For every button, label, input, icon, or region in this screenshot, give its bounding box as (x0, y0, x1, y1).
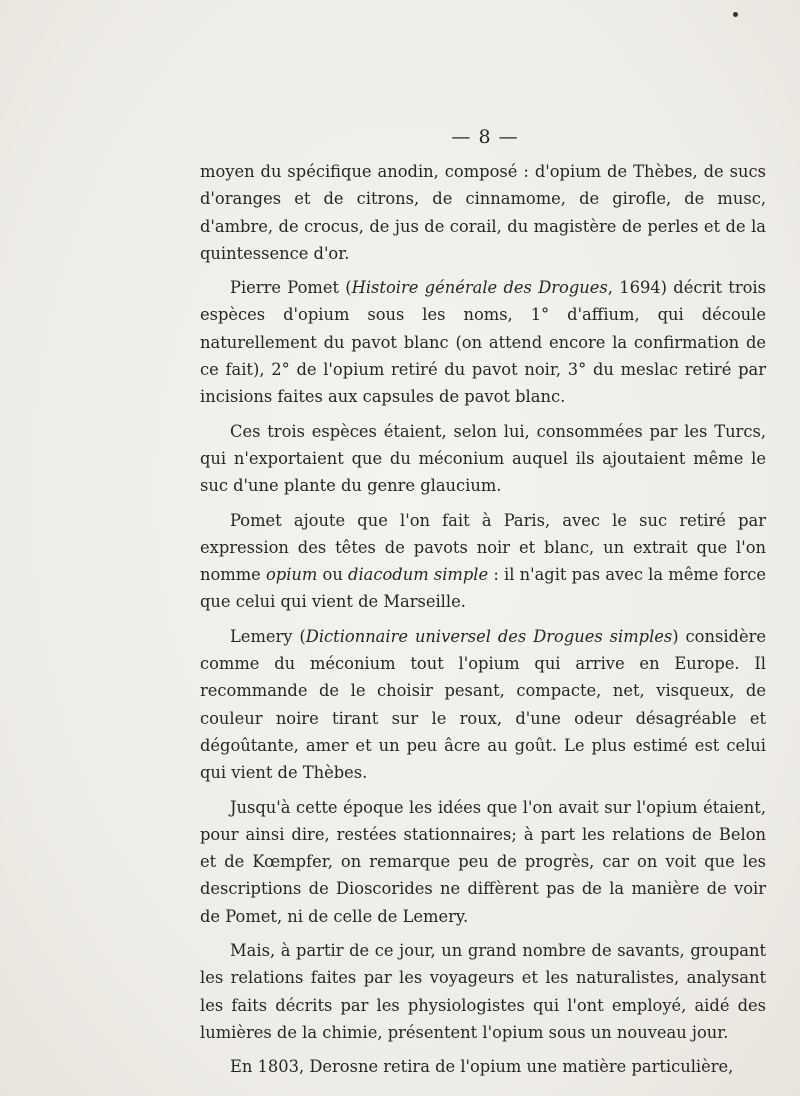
paragraph (200, 937, 766, 1046)
ink-speck (733, 12, 738, 17)
italic-title: Histoire générale des Drogues (351, 278, 608, 298)
italic-title: diacodum simple (348, 565, 489, 585)
text-run: ) considère comme du méconium tout l'opium qui arrive en Europe. Il recommande de le choisir pesant, compacte, net, visqueux, de couleur noire tirant sur le roux, d'une odeur désagréable et dégoûtante, amer et un peu âcre au goût. Le plus estimé est celui qui vient de Thèbes. (200, 626, 767, 783)
paragraph (200, 623, 766, 787)
text-run: Jusqu'à cette époque les idées que l'on avait sur l'opium étaient, pour ainsi dire, restées stationnaires; à part les relations de Belon et de Kœmpfer, on remarque peu de progrès, car on voit que les descriptions de Dioscorides ne diffèrent pas de la manière de voir de Pomet, ni de celle de Lemery. (200, 797, 766, 926)
italic-title: opium (266, 565, 318, 585)
paragraph (200, 1053, 766, 1080)
paragraph (200, 418, 766, 500)
text-run: Lemery ( (230, 626, 306, 646)
paragraph (200, 507, 766, 616)
paragraph (200, 158, 766, 267)
body-text (200, 158, 766, 1088)
paragraph (200, 274, 766, 410)
text-run: : il n'agit pas avec la même force que celui qui vient de Marseille. (200, 565, 767, 612)
text-run: Mais, à partir de ce jour, un grand nombre de savants, groupant les relations faites par les voyageurs et les naturalistes, analysant les faits décrits par les physiologistes qui l'ont employé, aidé des lumières de la chimie, présentent l'opium sous un nouveau jour. (200, 941, 766, 1042)
italic-title: Dictionnaire universel des Drogues simples (305, 626, 673, 646)
text-run: Pomet ajoute que l'on fait à Paris, avec le suc retiré par expression des têtes de pavots noir et blanc, un extrait que l'on nomme (200, 510, 766, 585)
text-run: Pierre Pomet ( (230, 278, 352, 298)
text-run: Ces trois espèces étaient, selon lui, consommées par les Turcs, qui n'exportaient que du méconium auquel ils ajoutaient même le suc d'une plante du genre glaucium. (200, 421, 766, 496)
text-run: moyen du spécifique anodin, composé : d'opium de Thèbes, de sucs d'oranges et de citrons, de cinnamome, de girofle, de musc, d'ambre, de crocus, de jus de corail, du magistère de perles et de la quintessence d'or. (200, 162, 766, 263)
text-run: En 1803, Derosne retira de l'opium une matière particulière, (230, 1057, 734, 1077)
text-run: ou (317, 565, 349, 585)
paragraph (200, 794, 766, 930)
text-run: , 1694) décrit trois espèces d'opium sous les noms, 1° d'affium, qui découle naturellement du pavot blanc (on attend encore la confirmation de ce fait), 2° de l'opium retiré du pavot noir, 3° du meslac retiré par incisions faites aux capsules de pavot blanc. (200, 278, 766, 407)
page-number: — 8 — (451, 126, 519, 148)
